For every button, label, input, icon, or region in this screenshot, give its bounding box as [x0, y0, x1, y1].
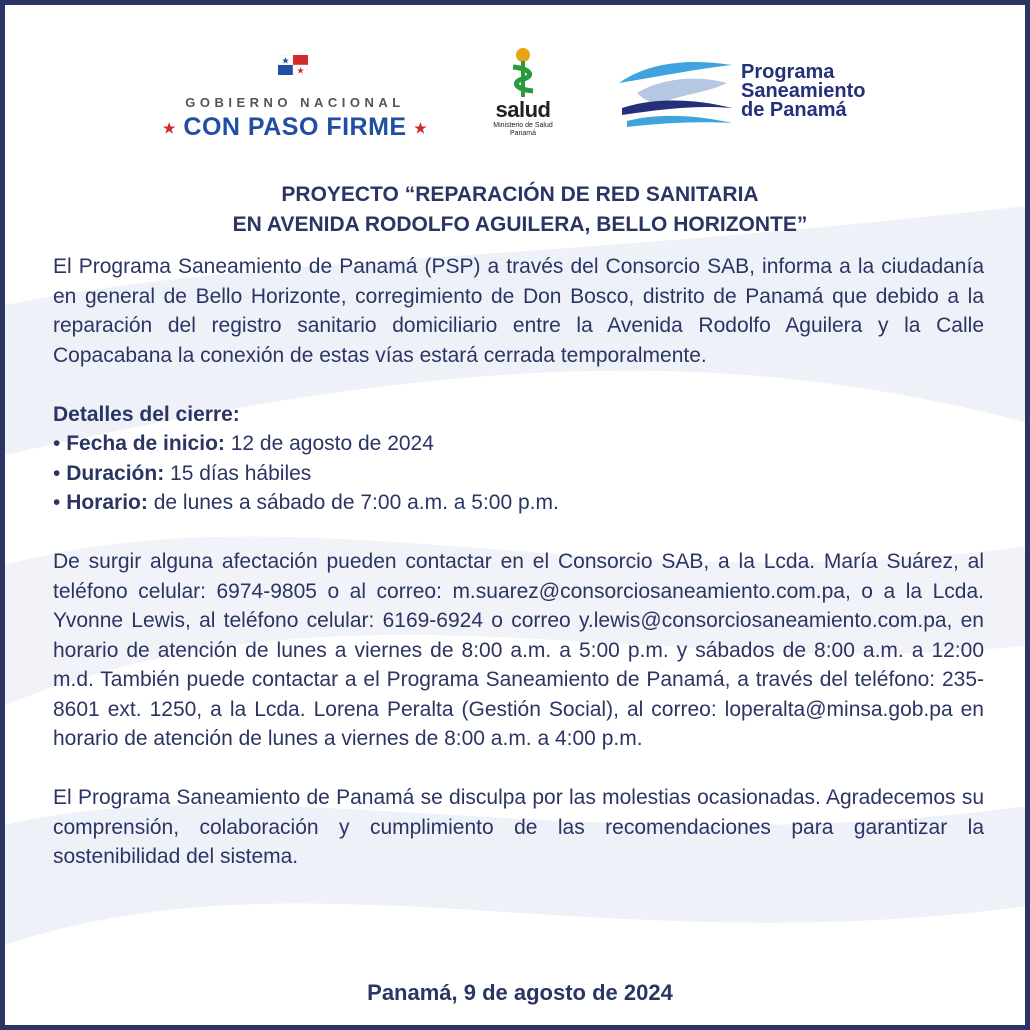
salud-sub-line1: Ministerio de Salud	[493, 122, 553, 129]
notice-date: Panamá, 9 de agosto de 2024	[367, 980, 673, 1005]
salud-sub-line2: Panamá	[509, 130, 537, 137]
detail-value: 15 días hábiles	[164, 461, 312, 485]
psp-logo	[617, 53, 917, 143]
notice-title	[65, 180, 975, 240]
contact-paragraph: De surgir alguna afectación pueden contactar en el Consorcio SAB, a la Lcda. María Suárez, al teléfono celular: 6974-9805 o al correo: m.suarez@consorciosaneamiento.com.pa, o a la Lcda. Yvonne Lewis, al teléfono celular: 6169-6924 o correo y.lewis@consorciosaneamiento.com.pa, en horario de atención de lunes a viernes de 8:00 a.m. a 5:00 p.m. y sábados de 8:00 a.m. a 12:00 m.d. También puede contactar a el Programa Saneamiento de Panamá, a través del teléfono: 235-8601 ext. 1250, a la Lcda. Lorena Peralta (Gestión Social), al correo: loperalta@minsa.gob.pa en horario de atención de lunes a viernes de 8:00 a.m. a 4:00 p.m.	[53, 550, 984, 750]
detail-label: Duración:	[66, 461, 165, 485]
detail-label: Fecha de inicio:	[66, 432, 225, 455]
panama-flag-icon	[278, 55, 308, 75]
notice-body	[53, 252, 984, 872]
closing-paragraph: El Programa Saneamiento de Panamá se disculpa por las molestias ocasionadas. Agradecemos su comprensión, colaboración y cumplimiento de las recomendaciones para garantizar la sostenibilidad del sistema.	[53, 786, 984, 868]
intro-paragraph: El Programa Saneamiento de Panamá (PSP) a través del Consorcio SAB, informa a la ciudadanía en general de Bello Horizonte, corregimiento de Don Bosco, distrito de Panamá que debido a la reparación del registro sanitario domiciliario entre la Avenida Rodolfo Aguilera y la Calle Copacabana la conexión de estas vías estará cerrada temporalmente.	[53, 255, 984, 367]
title-line1: PROYECTO “REPARACIÓN DE RED SANITARIA	[281, 183, 759, 206]
star-icon: ★	[414, 119, 428, 136]
dolphin-wave-icon	[617, 53, 737, 133]
caduceus-icon	[483, 47, 563, 99]
detail-item-duration: • Duración: 15 días hábiles	[53, 461, 312, 485]
gobierno-slogan: CON PASO FIRME	[183, 113, 407, 141]
detail-item-start: • Fecha de inicio: 12 de agosto de 2024	[53, 432, 434, 455]
psp-line1: Programa	[741, 61, 835, 83]
psp-name	[741, 63, 865, 120]
star-icon: ★	[162, 119, 176, 136]
salud-name: salud	[495, 97, 551, 122]
gobierno-main-text	[145, 113, 445, 142]
detail-value: 12 de agosto de 2024	[224, 432, 434, 455]
details-heading: Detalles del cierre:	[53, 402, 240, 426]
gobierno-logo	[145, 55, 445, 145]
detail-item-schedule: • Horario: de lunes a sábado de 7:00 a.m. a 5:00 p.m.	[53, 491, 559, 514]
spacer	[53, 370, 984, 400]
header-logos	[5, 45, 1030, 150]
minsa-logo	[483, 47, 563, 147]
salud-subtitle	[483, 122, 563, 138]
spacer	[53, 518, 984, 548]
gobierno-top-text: GOBIERNO NACIONAL	[185, 95, 405, 110]
psp-line3: de Panamá	[741, 99, 847, 121]
psp-line2: Saneamiento	[741, 80, 866, 102]
title-line2: EN AVENIDA RODOLFO AGUILERA, BELLO HORIZONTE”	[232, 213, 808, 236]
spacer	[53, 754, 984, 784]
detail-value: de lunes a sábado de 7:00 a.m. a 5:00 p.m.	[147, 491, 559, 514]
detail-label: Horario:	[66, 491, 148, 514]
